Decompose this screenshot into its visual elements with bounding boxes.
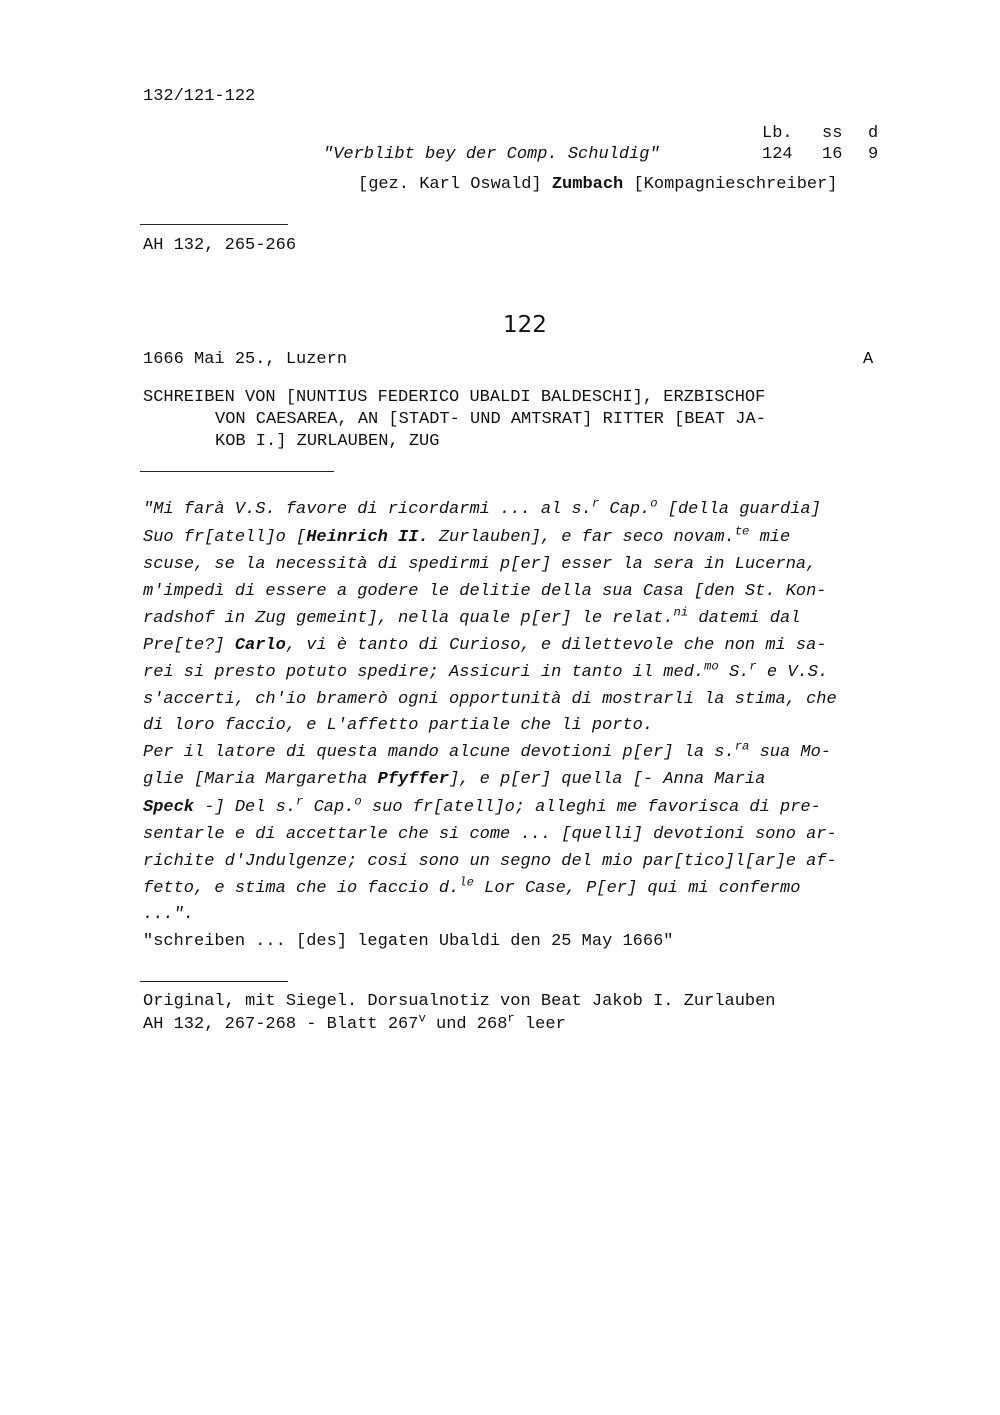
text: Lor Case, P[er] qui mi confermo [473,879,801,898]
note-original: Original, mit Siegel. Dorsualnotiz von Beat Jakob I. Zurlauben [143,992,776,1011]
currency-header-ss: ss [822,124,843,143]
amount-lb: 124 [762,145,793,164]
superscript: r [749,659,757,674]
entry-date-place: 1666 Mai 25., Luzern [143,350,348,369]
body-line [143,524,791,547]
text: -] Del s. [194,798,297,817]
archival-note-line: "schreiben ... [des] legaten Ubaldi den 25 May 1666" [143,932,674,951]
text: leer [514,1015,566,1034]
note-archive [143,1011,566,1034]
title-line: KOB I.] ZURLAUBEN, ZUG [215,432,440,451]
letter-body [143,0,923,960]
superscript: ra [734,739,750,754]
text: radshof in Zug gemeint], nella quale p[er] le relat. [143,609,674,628]
text: , vi è tanto di Curioso, e dilettevole che non mi sa- [285,636,827,655]
signature-name: Zumbach [551,175,624,194]
person-name: Pfyffer [377,770,450,789]
text: mie [749,528,791,547]
separator-rule [140,981,288,982]
currency-header-lb: Lb. [762,124,793,143]
body-line [143,739,832,762]
superscript: ni [673,605,689,620]
body-line: richite d'Jndulgenze; cosi sono un segno del mio par[tico]l[ar]e af- [143,852,837,871]
body-line: scuse, se la necessità di spedirmi p[er] esser la sera in Lucerna, [143,555,817,574]
text: Cap. [303,798,355,817]
superscript: mo [704,659,719,674]
currency-header-d: d [868,124,879,143]
text: datemi dal [688,609,801,628]
body-line [143,496,821,519]
body-line: ...". [143,905,195,924]
superscript: v [418,1011,426,1026]
text: fetto, e stima che io faccio d. [143,879,460,898]
superscript: o [650,496,658,511]
amount-ss: 16 [822,145,843,164]
body-line: s'accerti, ch'io bramerò ogni opportunità di mostrarli la stima, che [143,690,837,709]
source-reference: AH 132, 265-266 [143,236,297,255]
superscript: r [507,1011,515,1026]
text: ], e p[er] quella [- Anna Maria [449,770,766,789]
body-line [143,770,765,789]
body-line: di loro faccio, e L'affetto partiale che li porto. [143,716,654,735]
text: Suo fr[atell]o [ [143,528,307,547]
page-reference: 132/121-122 [143,87,256,106]
body-line [143,636,827,655]
body-line [143,659,829,682]
text: rei si presto potuto spedire; Assicuri in tanto il med. [143,663,705,682]
title-line: VON CAESAREA, AN [STADT- UND AMTSRAT] RITTER [BEAT JA- [215,410,766,429]
text: S. [718,663,750,682]
text: [della guardia] [657,500,821,519]
superscript: o [354,794,362,809]
person-name: Speck [143,798,195,817]
body-line [143,794,821,817]
debt-quote: "Verblibt bey der Comp. Schuldig" [323,145,660,164]
text: "Mi farà V.S. favore di ricordarmi ... al s. [143,500,592,519]
signature-prefix: [gez. Karl Oswald] [358,175,552,194]
text: suo fr[atell]o; alleghi me favorisca di pre- [361,798,821,817]
body-line [143,605,801,628]
body-line: sentarle e di accettarle che si come ... [quelli] devotioni sono ar- [143,825,837,844]
entry-number: 122 [503,312,547,338]
entry-letter-code: A [863,350,874,369]
text: Cap. [599,500,651,519]
text: e V.S. [756,663,829,682]
body-line: m'impedì di essere a godere le delitie della sua Casa [den St. Kon- [143,582,827,601]
body-line [143,875,801,898]
text: und 268 [425,1015,508,1034]
text: AH 132, 267-268 - Blatt 267 [143,1015,419,1034]
superscript: le [459,875,474,890]
amount-d: 9 [868,145,879,164]
text: sua Mo- [749,743,832,762]
signature-suffix: [Kompagnieschreiber] [623,175,838,194]
superscript: te [734,524,750,539]
text: Pre[te?] [143,636,235,655]
text: Zurlauben], e far seco novam. [428,528,735,547]
superscript: r [296,794,304,809]
superscript: r [591,496,600,511]
text: Per il latore di questa mando alcune devotioni p[er] la s. [143,743,735,762]
title-line: SCHREIBEN VON [NUNTIUS FEDERICO UBALDI BALDESCHI], ERZBISCHOF [143,388,766,407]
text: glie [Maria Margaretha [143,770,378,789]
person-name: Carlo [234,636,286,655]
person-name: Heinrich II. [306,528,429,547]
